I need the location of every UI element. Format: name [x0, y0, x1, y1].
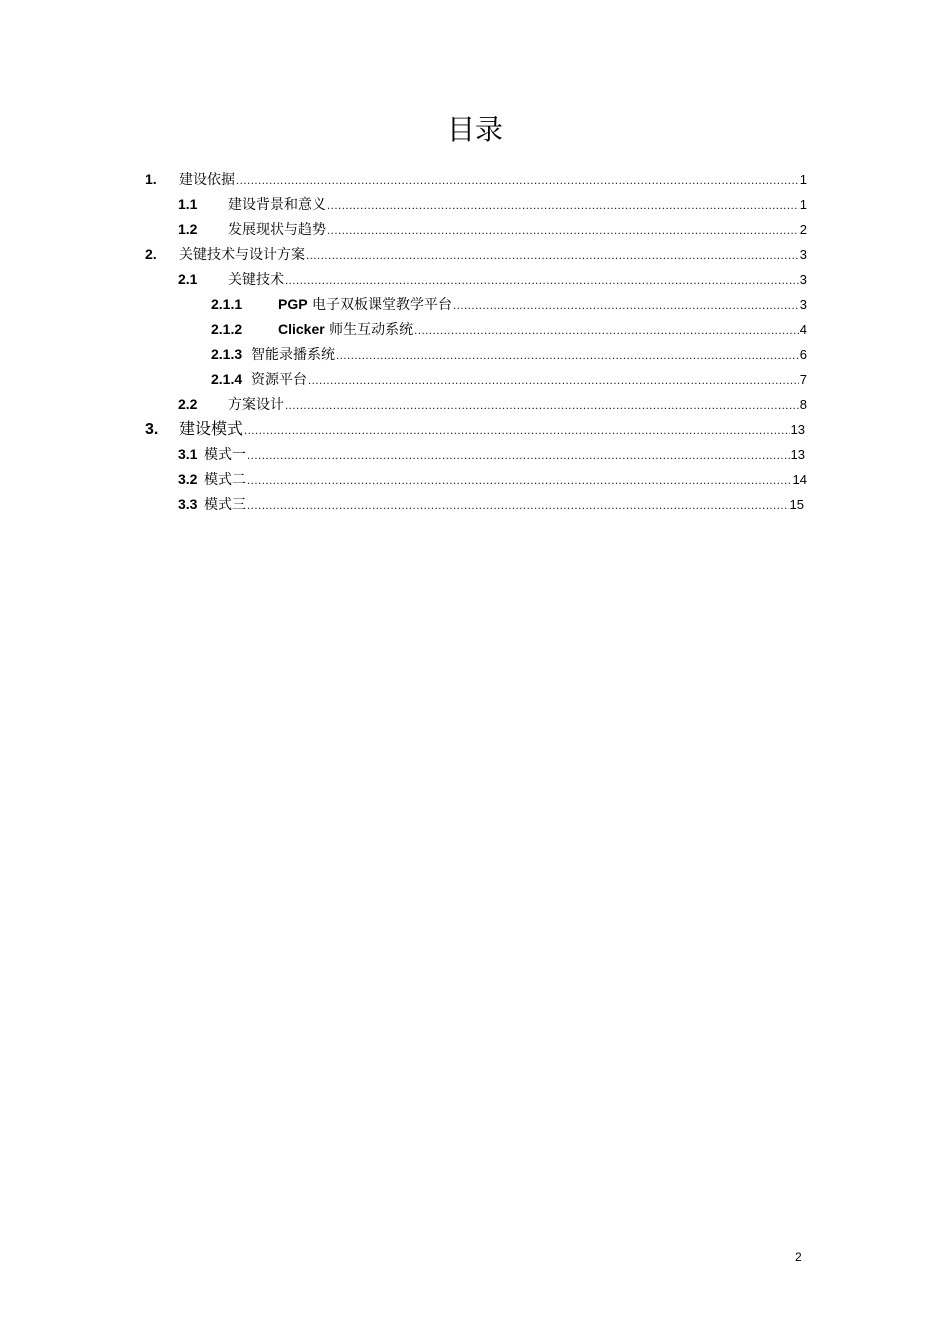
toc-entry[interactable]: [211, 342, 807, 366]
toc-leader: [244, 420, 790, 444]
toc-leader: [327, 220, 799, 244]
toc-entry-number: 2.: [145, 246, 157, 262]
toc-leader: [327, 195, 799, 219]
toc-leader: [285, 270, 799, 294]
toc-entry[interactable]: [145, 417, 805, 441]
toc-entry-label: 电子双板课堂教学平台: [312, 297, 453, 313]
toc-entry-number: 1.2: [178, 221, 198, 237]
toc-entry-text: 建设模式: [179, 419, 244, 438]
toc-leader: [453, 295, 799, 319]
toc-entry-text: 资源平台: [251, 372, 307, 388]
toc-entry-number: 2.1.1: [211, 296, 243, 312]
toc-leader: [336, 345, 799, 369]
toc-entry-text: 建设背景和意义: [228, 197, 326, 213]
toc-entry[interactable]: [178, 392, 807, 416]
toc-entry-number: 2.2: [178, 396, 198, 412]
toc-leader: [308, 370, 799, 394]
toc-leader: [247, 495, 789, 519]
toc-entry-text: 模式一: [204, 447, 246, 463]
toc-entry[interactable]: [178, 492, 804, 516]
toc-entry-page: 3: [799, 272, 807, 287]
toc-entry-number: 2.1.3: [211, 346, 243, 362]
toc-entry-page: 14: [792, 472, 807, 487]
toc-entry-text: 模式二: [204, 472, 246, 488]
toc-entry[interactable]: [211, 367, 807, 391]
toc-entry-page: 15: [789, 497, 804, 512]
toc-entry-text: 关键技术与设计方案: [179, 247, 305, 263]
toc-entry-number: 1.1: [178, 196, 198, 212]
toc-entry-page: 13: [790, 422, 805, 437]
toc-entry-page: 2: [799, 222, 807, 237]
toc-leader: [306, 245, 799, 269]
toc-entry-text: 模式三: [204, 497, 246, 513]
toc-leader: [236, 170, 799, 194]
toc-entry-number: 3.3: [178, 496, 198, 512]
toc-entry-page: 4: [799, 322, 807, 337]
toc-entry[interactable]: [178, 217, 807, 241]
toc-entry-latin: Clicker: [278, 321, 325, 337]
toc-entry-page: 3: [799, 247, 807, 262]
toc-entry-number: 2.1.4: [211, 371, 243, 387]
toc-entry-page: 1: [799, 197, 807, 212]
toc-entry-number: 3.2: [178, 471, 198, 487]
toc-entry-latin: PGP: [278, 296, 308, 312]
toc-entry[interactable]: [178, 192, 807, 216]
toc-entry[interactable]: [145, 242, 807, 266]
toc-entry-page: 3: [799, 297, 807, 312]
toc-entry-text: 方案设计: [228, 397, 284, 413]
toc-entry-page: 6: [799, 347, 807, 362]
toc-entry-text: 关键技术: [228, 272, 284, 288]
toc-entry-text: 建设依据: [179, 172, 235, 188]
toc-entry-number: 3.1: [178, 446, 198, 462]
toc-entry[interactable]: [178, 267, 807, 291]
page-number: 2: [795, 1250, 802, 1264]
toc-entry-text: [278, 292, 452, 317]
toc-entry-text: [278, 317, 413, 342]
toc-entry-number: 2.1.2: [211, 321, 243, 337]
toc-entry-page: 13: [790, 447, 805, 462]
toc-entry[interactable]: [178, 442, 805, 466]
toc-entry-number: 2.1: [178, 271, 198, 287]
toc-entry[interactable]: [178, 467, 807, 491]
toc-leader: [247, 445, 790, 469]
toc-entry[interactable]: [211, 317, 807, 341]
toc-title: 目录: [446, 113, 503, 146]
toc-leader: [247, 470, 792, 494]
toc-entry-page: 1: [799, 172, 807, 187]
toc-leader: [414, 320, 799, 344]
toc-entry-page: 8: [799, 397, 807, 412]
toc-entry-label: 师生互动系统: [329, 322, 414, 338]
toc-entry[interactable]: [145, 167, 807, 191]
toc-leader: [285, 395, 799, 419]
toc-entry-number: 3.: [145, 421, 159, 438]
toc-entry-page: 7: [799, 372, 807, 387]
toc-entry-number: 1.: [145, 171, 157, 187]
toc-entry-text: 智能录播系统: [251, 347, 335, 363]
toc-entry[interactable]: [211, 292, 807, 316]
toc-entry-text: 发展现状与趋势: [228, 222, 326, 238]
